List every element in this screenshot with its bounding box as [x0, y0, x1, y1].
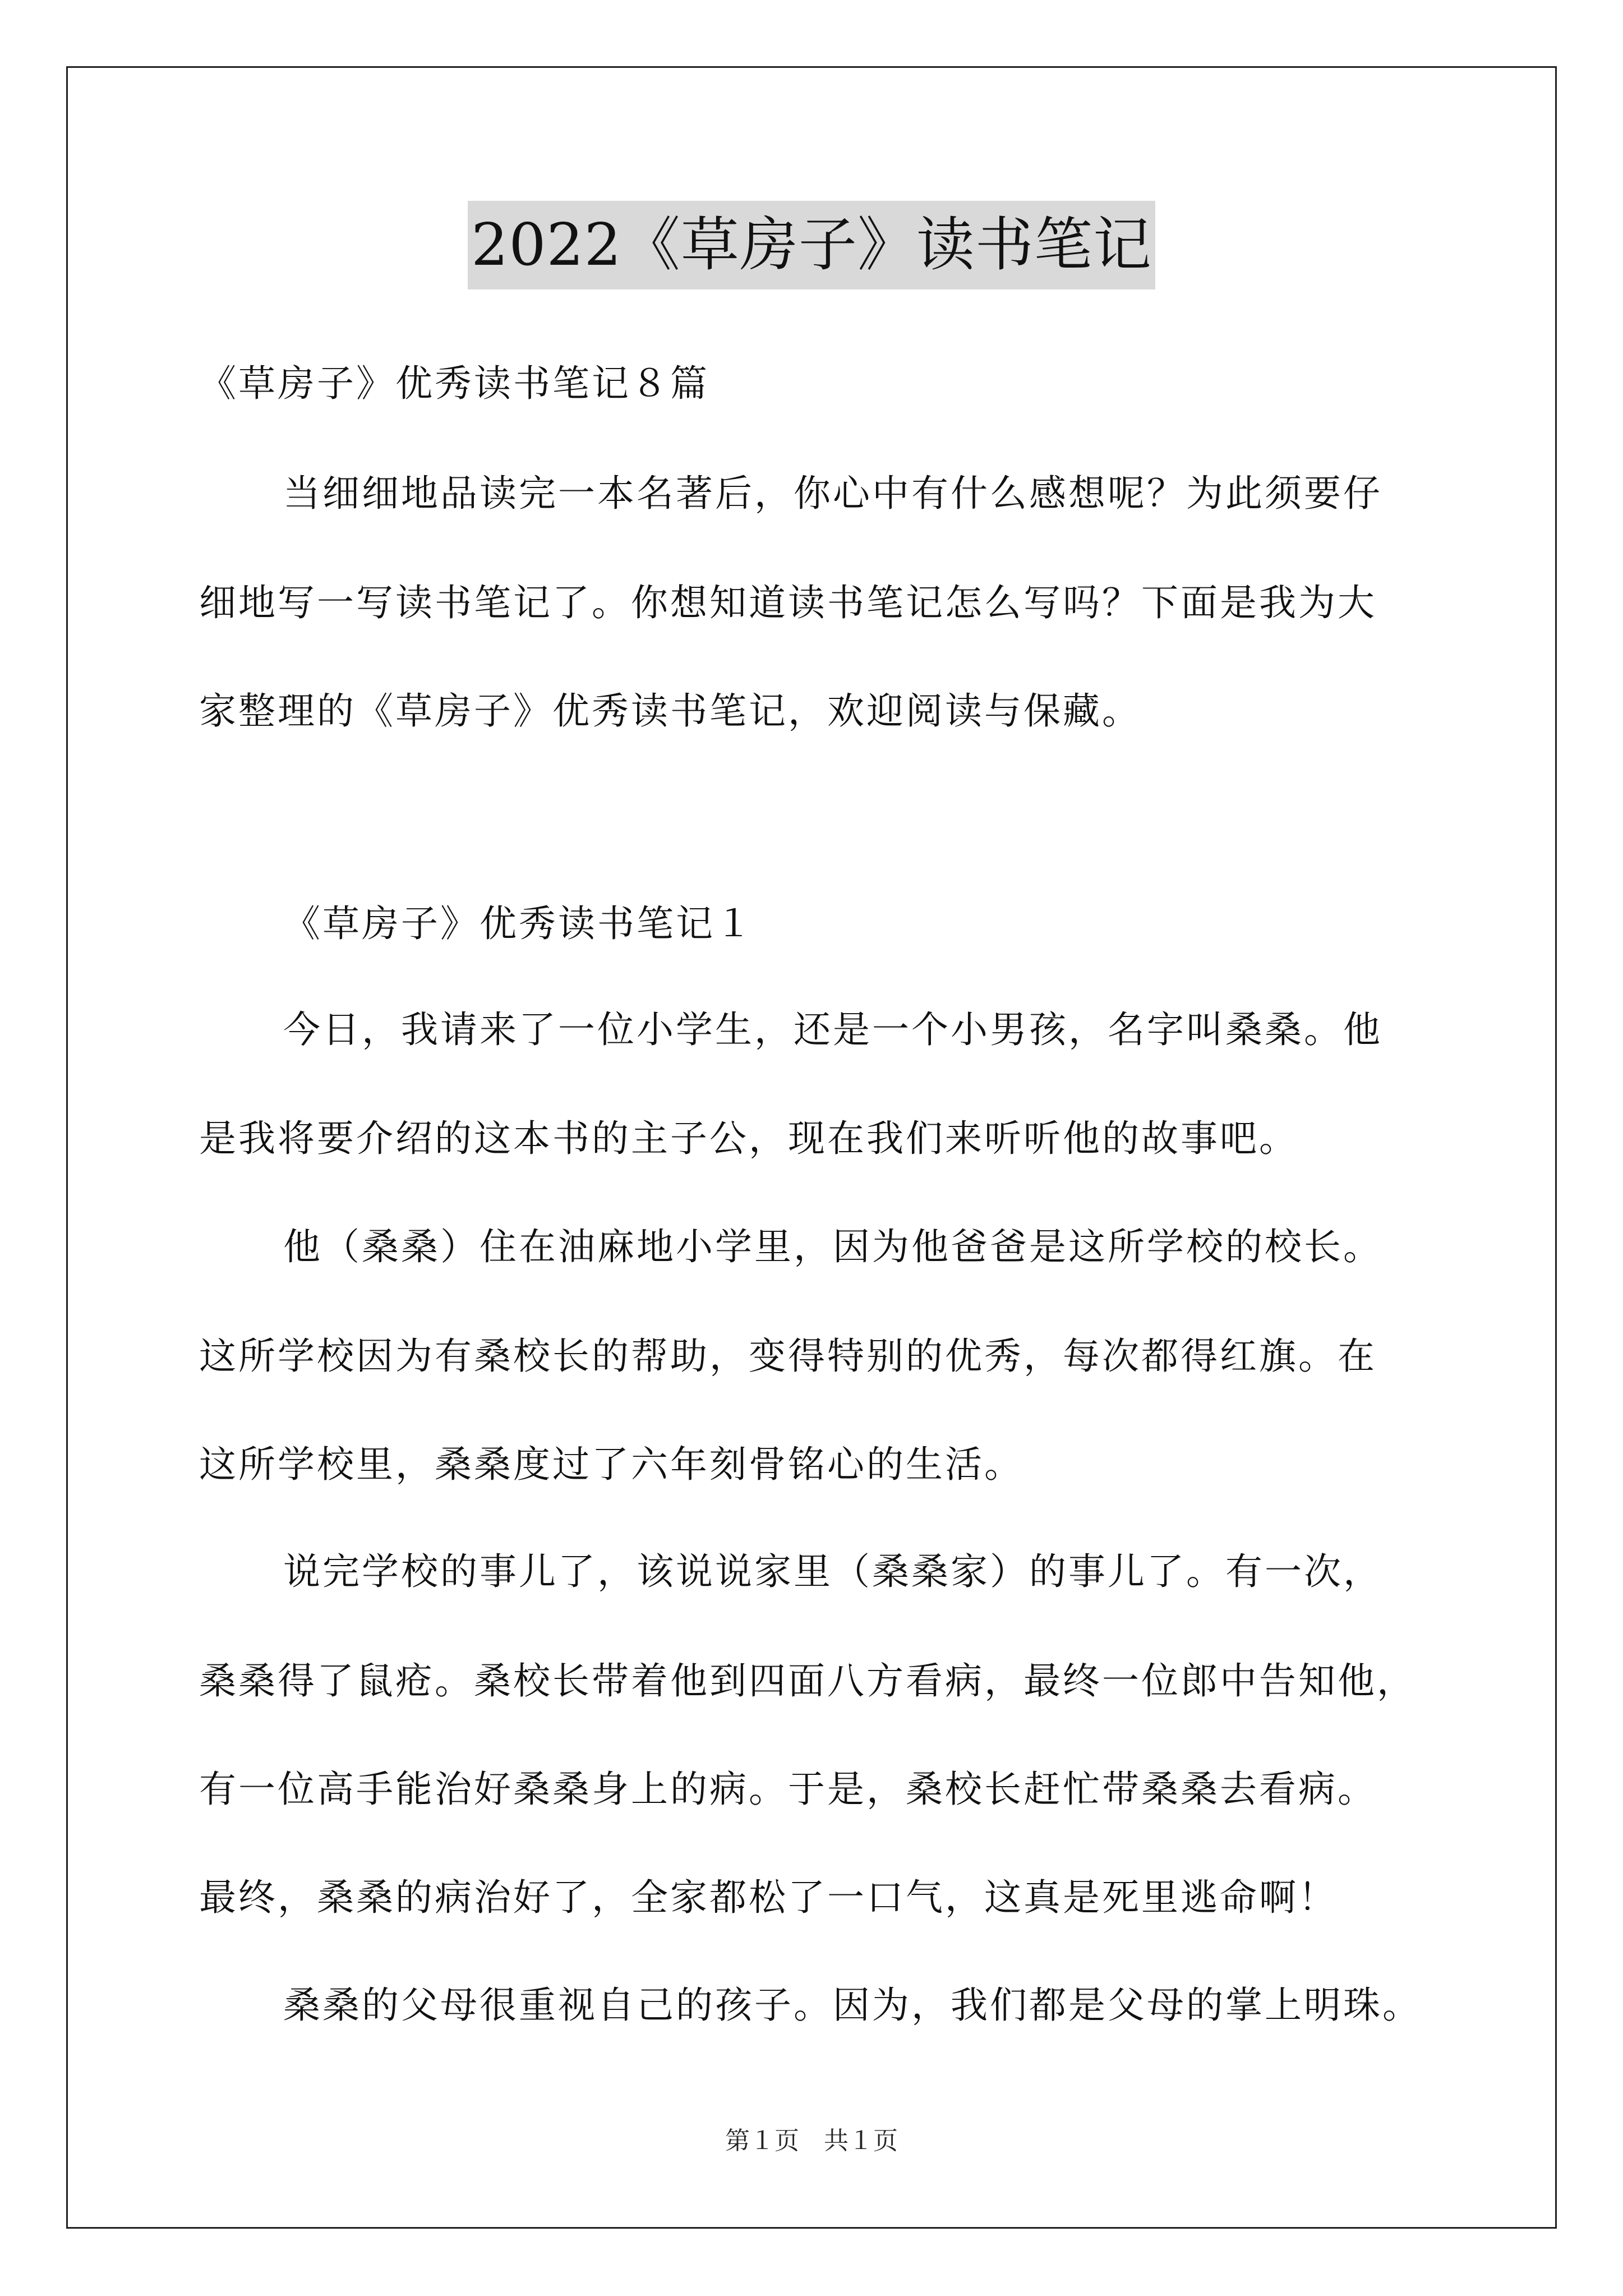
document-title: 2022《草房子》读书笔记 — [468, 201, 1155, 289]
page-footer: 第１页 共１页 — [725, 2127, 898, 2155]
paragraph-line: 他（桑桑）住在油麻地小学里，因为他爸爸是这所学校的校长。 — [283, 1225, 1382, 1268]
paragraph-line: 桑桑得了鼠疮。桑校长带着他到四面八方看病，最终一位郎中告知他， — [199, 1659, 1416, 1703]
intro-line: 家整理的《草房子》优秀读书笔记，欢迎阅读与保藏。 — [199, 689, 1141, 733]
title-container — [0, 201, 1623, 289]
document-subtitle: 《草房子》优秀读书笔记８篇 — [199, 362, 709, 405]
paragraph-line: 最终，桑桑的病治好了，全家都松了一口气，这真是死里逃命啊！ — [199, 1876, 1338, 1919]
intro-line: 当细细地品读完一本名著后，你心中有什么感想呢？为此须要仔 — [283, 472, 1382, 515]
paragraph-line: 这所学校因为有桑校长的帮助，变得特别的优秀，每次都得红旗。在 — [199, 1335, 1377, 1378]
intro-line: 细地写一写读书笔记了。你想知道读书笔记怎么写吗？下面是我为大 — [199, 581, 1377, 624]
paragraph-line: 说完学校的事儿了，该说说家里（桑桑家）的事儿了。有一次， — [283, 1550, 1382, 1593]
paragraph-line: 是我将要介绍的这本书的主子公，现在我们来听听他的故事吧。 — [199, 1117, 1298, 1160]
paragraph-line: 桑桑的父母很重视自己的孩子。因为，我们都是父母的掌上明珠。 — [283, 1984, 1422, 2027]
paragraph-line: 有一位高手能治好桑桑身上的病。于是，桑校长赶忙带桑桑去看病。 — [199, 1768, 1377, 1811]
paragraph-line: 这所学校里，桑桑度过了六年刻骨铭心的生活。 — [199, 1443, 1023, 1486]
paragraph-line: 今日，我请来了一位小学生，还是一个小男孩，名字叫桑桑。他 — [283, 1008, 1382, 1051]
section-heading: 《草房子》优秀读书笔记１ — [283, 902, 754, 945]
